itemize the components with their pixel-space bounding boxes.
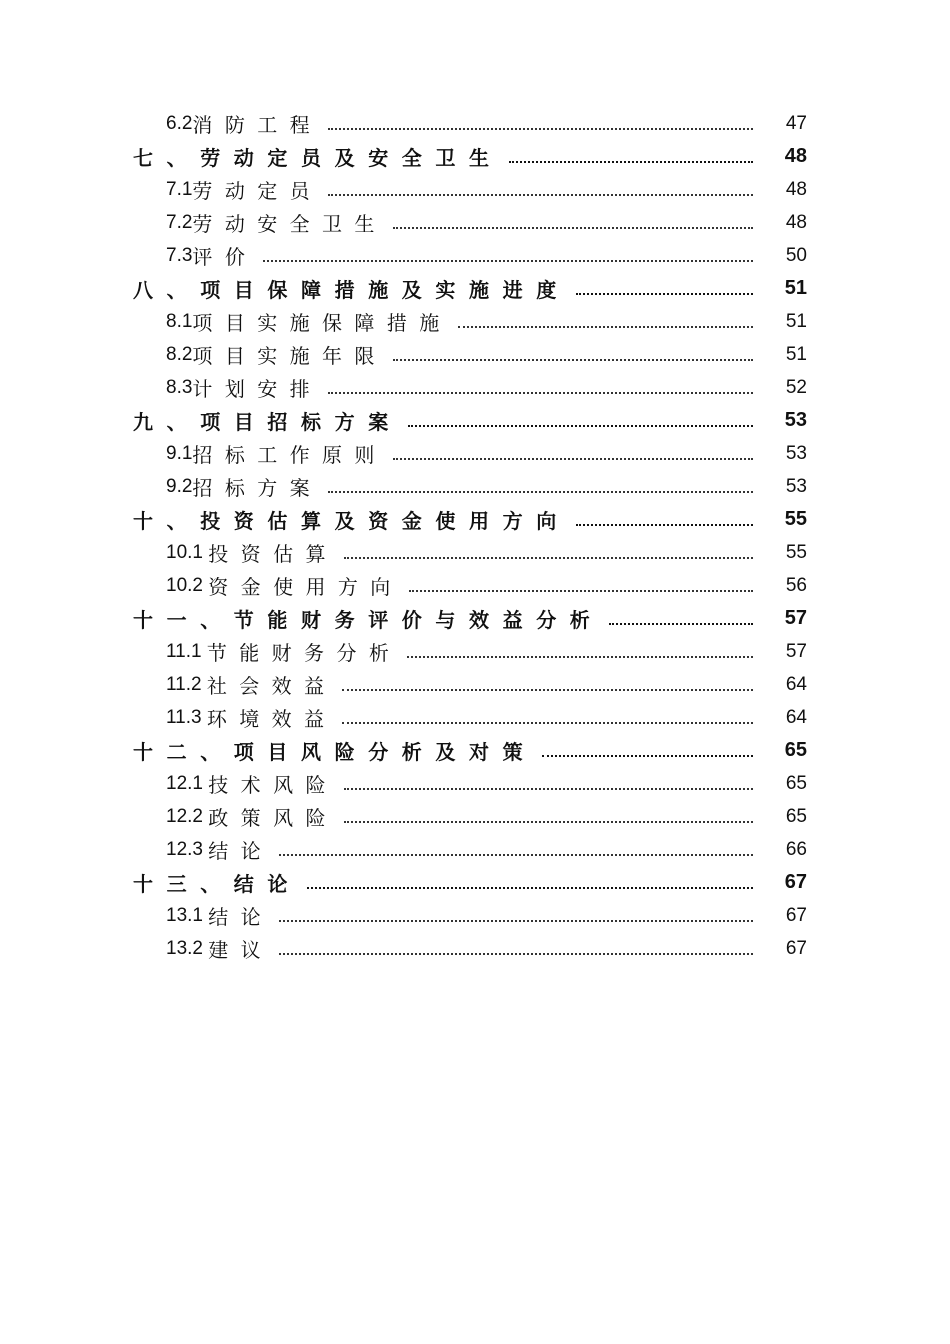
toc-chapter-entry[interactable] (0, 404, 950, 437)
toc-entry-title: 环境效益 (206, 707, 337, 731)
toc-entry-number: 8.3 (166, 376, 193, 398)
toc-dot-leader (328, 127, 753, 130)
toc-section-entry[interactable] (0, 932, 950, 965)
toc-dot-leader (407, 655, 753, 658)
toc-section-entry[interactable] (0, 569, 950, 602)
toc-section-entry[interactable] (0, 767, 950, 800)
toc-dot-leader (409, 589, 753, 592)
toc-section-entry[interactable] (0, 635, 950, 668)
toc-entry-title: 劳动定员 (192, 179, 323, 203)
toc-dot-leader (344, 556, 753, 559)
toc-entry-number: 7.2 (166, 211, 193, 233)
toc-page-number: 66 (785, 838, 807, 860)
toc-chapter-entry[interactable] (0, 866, 950, 899)
toc-section-entry[interactable] (0, 206, 950, 239)
toc-entry-number: 13.1 (166, 904, 209, 926)
toc-dot-leader (576, 292, 753, 295)
toc-page-number: 65 (785, 772, 807, 794)
toc-entry-number: 9.1 (166, 442, 193, 464)
toc-section-entry[interactable] (0, 536, 950, 569)
toc-page-number: 67 (784, 871, 807, 893)
toc-entry-title: 建议 (208, 938, 274, 962)
toc-dot-leader (344, 787, 753, 790)
toc-section-entry[interactable] (0, 371, 950, 404)
toc-chapter-entry[interactable] (0, 272, 950, 305)
toc-section-entry[interactable] (0, 701, 950, 734)
toc-page-number: 47 (785, 112, 807, 134)
toc-chapter-entry[interactable] (0, 734, 950, 767)
toc-entry-number: 8.1 (166, 310, 193, 332)
toc-dot-leader (342, 721, 753, 724)
toc-page-number: 56 (785, 574, 807, 596)
toc-entry-number: 10.1 (166, 541, 209, 563)
toc-page-number: 48 (785, 211, 807, 233)
toc-page-number: 48 (785, 178, 807, 200)
toc-section-entry[interactable] (0, 305, 950, 338)
toc-page-number: 51 (785, 343, 807, 365)
toc-page-number: 53 (785, 475, 807, 497)
toc-entry-number: 12.2 (166, 805, 209, 827)
toc-dot-leader (279, 919, 753, 922)
toc-dot-leader (393, 226, 753, 229)
toc-chapter-entry[interactable] (0, 140, 950, 173)
toc-entry-title: 十二、项目风险分析及对策 (133, 740, 537, 764)
toc-section-entry[interactable] (0, 899, 950, 932)
toc-entry-number: 11.1 (166, 640, 207, 662)
toc-dot-leader (458, 325, 753, 328)
toc-entry-title: 七、劳动定员及安全卫生 (133, 146, 503, 170)
toc-entry-title: 八、项目保障措施及实施进度 (133, 278, 570, 302)
toc-section-entry[interactable] (0, 470, 950, 503)
toc-dot-leader (408, 424, 753, 427)
toc-section-entry[interactable] (0, 668, 950, 701)
toc-entry-title: 项目实施保障措施 (192, 311, 452, 335)
toc-entry-title: 十三、结论 (133, 872, 301, 896)
toc-entry-title: 招标工作原则 (192, 443, 387, 467)
toc-page-number: 57 (785, 640, 807, 662)
toc-entry-title: 招标方案 (192, 476, 323, 500)
toc-dot-leader (328, 193, 753, 196)
toc-entry-number: 13.2 (166, 937, 209, 959)
toc-entry-title: 消防工程 (192, 113, 323, 137)
toc-entry-title: 计划安排 (192, 377, 323, 401)
toc-page-number: 67 (785, 904, 807, 926)
toc-page-number: 51 (785, 310, 807, 332)
toc-page-number: 67 (785, 937, 807, 959)
toc-entry-number: 12.1 (166, 772, 209, 794)
toc-entry-title: 政策风险 (208, 806, 338, 830)
toc-entry-title: 社会效益 (206, 674, 337, 698)
toc-entry-title: 节能财务分析 (206, 641, 402, 665)
toc-dot-leader (279, 952, 753, 955)
toc-section-entry[interactable] (0, 833, 950, 866)
toc-entry-title: 项目实施年限 (192, 344, 387, 368)
toc-dot-leader (344, 820, 753, 823)
toc-entry-title: 结论 (208, 905, 274, 929)
toc-entry-number: 7.1 (166, 178, 193, 200)
toc-section-entry[interactable] (0, 338, 950, 371)
toc-page-number: 53 (784, 409, 807, 431)
toc-dot-leader (393, 457, 753, 460)
toc-entry-title: 评价 (192, 245, 258, 269)
toc-entry-number: 8.2 (166, 343, 193, 365)
toc-dot-leader (279, 853, 753, 856)
toc-entry-number: 12.3 (166, 838, 209, 860)
toc-page-number: 51 (784, 277, 807, 299)
toc-page-number: 57 (784, 607, 807, 629)
toc-dot-leader (263, 259, 753, 262)
toc-dot-leader (342, 688, 753, 691)
toc-entry-title: 技术风险 (208, 773, 338, 797)
toc-entry-number: 11.2 (166, 673, 207, 695)
toc-dot-leader (542, 754, 753, 757)
toc-dot-leader (393, 358, 753, 361)
table-of-contents (0, 107, 950, 965)
toc-dot-leader (328, 490, 753, 493)
toc-dot-leader (509, 160, 753, 163)
toc-dot-leader (609, 622, 753, 625)
toc-page-number: 50 (785, 244, 807, 266)
toc-entry-number: 11.3 (166, 706, 207, 728)
toc-chapter-entry[interactable] (0, 602, 950, 635)
toc-dot-leader (307, 886, 753, 889)
toc-page-number: 48 (784, 145, 807, 167)
toc-section-entry[interactable] (0, 173, 950, 206)
toc-page-number: 64 (785, 706, 807, 728)
toc-section-entry[interactable] (0, 800, 950, 833)
toc-entry-number: 6.2 (166, 112, 193, 134)
toc-entry-title: 资金使用方向 (208, 575, 403, 599)
toc-page-number: 64 (785, 673, 807, 695)
toc-chapter-entry[interactable] (0, 503, 950, 536)
toc-entry-number: 7.3 (166, 244, 193, 266)
toc-section-entry[interactable] (0, 107, 950, 140)
toc-page-number: 55 (784, 508, 807, 530)
toc-page-number: 55 (785, 541, 807, 563)
toc-page-number: 65 (785, 805, 807, 827)
toc-page-number: 52 (785, 376, 807, 398)
toc-entry-title: 投资估算 (208, 542, 338, 566)
toc-dot-leader (576, 523, 753, 526)
toc-section-entry[interactable] (0, 437, 950, 470)
toc-section-entry[interactable] (0, 239, 950, 272)
toc-entry-title: 劳动安全卫生 (192, 212, 387, 236)
toc-entry-title: 九、项目招标方案 (133, 410, 402, 434)
toc-page-number: 65 (784, 739, 807, 761)
toc-dot-leader (328, 391, 753, 394)
toc-entry-title: 结论 (208, 839, 274, 863)
toc-entry-title: 十、投资估算及资金使用方向 (133, 509, 570, 533)
toc-entry-number: 10.2 (166, 574, 209, 596)
toc-entry-title: 十一、节能财务评价与效益分析 (133, 608, 604, 632)
toc-page-number: 53 (785, 442, 807, 464)
toc-entry-number: 9.2 (166, 475, 193, 497)
